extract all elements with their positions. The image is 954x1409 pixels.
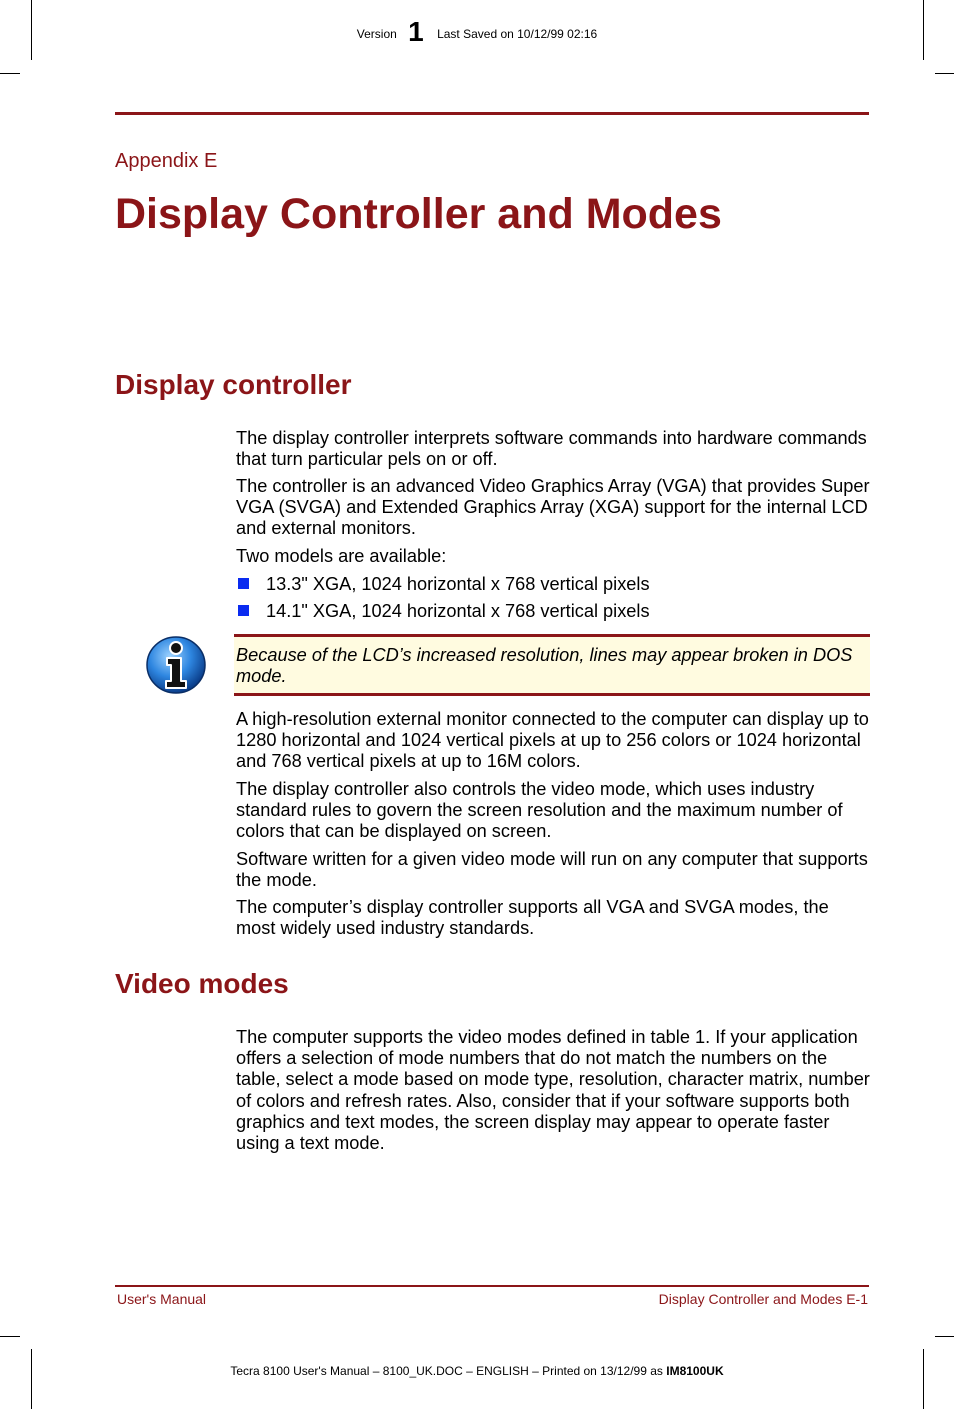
bullet-square-icon [238, 578, 249, 589]
version-number: 1 [408, 16, 424, 47]
note-text: Because of the LCD’s increased resolution, lines may appear broken in DOS mode. [236, 645, 853, 687]
paragraph: Software written for a given video mode will run on any computer that supports the mode. [236, 849, 868, 891]
crop-mark [31, 1349, 32, 1409]
last-saved: Last Saved on 10/12/99 02:16 [437, 27, 598, 41]
crop-mark [0, 73, 20, 74]
paragraph: The display controller interprets software commands into hardware commands that turn particular pels on or off. [236, 428, 867, 470]
bullet-text: 13.3" XGA, 1024 horizontal x 768 vertical pixels [266, 574, 650, 594]
footer-rule [115, 1285, 869, 1287]
print-line-doc-id: IM8100UK [666, 1364, 724, 1378]
crop-mark [923, 1349, 924, 1409]
crop-mark [935, 1336, 954, 1337]
document-header [0, 18, 954, 50]
crop-mark [935, 73, 954, 74]
paragraph: Two models are available: [236, 546, 447, 566]
paragraph: The computer’s display controller supports all VGA and SVGA modes, the most widely used industry standards. [236, 897, 829, 939]
paragraph: The display controller also controls the video mode, which uses industry standard rules to govern the screen resolution and the maximum number of colors that can be displayed on screen. [236, 779, 843, 842]
footer-right: Display Controller and Modes E-1 [658, 1291, 868, 1307]
info-icon [145, 635, 207, 695]
note-box [234, 634, 870, 696]
section-heading-display-controller: Display controller [115, 369, 352, 400]
print-line-text: Tecra 8100 User's Manual – 8100_UK.DOC – ENGLISH – Printed on 13/12/99 as [230, 1364, 667, 1378]
version-label: Version [356, 27, 397, 41]
paragraph: The computer supports the video modes defined in table 1. If your application offers a selection of mode numbers that do not match the numbers on the table, select a mode based on mode type, resolution, character matrix, number of colors and refresh rates. Also, consider that if your software supports both graphics and text modes, the screen display may appear to operate faster using a text mode. [236, 1027, 870, 1154]
paragraph: A high-resolution external monitor connected to the computer can display up to 1280 horizontal and 1024 vertical pixels at up to 256 colors or 1024 horizontal and 768 vertical pixels at up to 16M colors. [236, 709, 869, 772]
crop-mark [0, 1336, 20, 1337]
paragraph: The controller is an advanced Video Graphics Array (VGA) that provides Super VGA (SVGA) and Extended Graphics Array (XGA) support for the internal LCD and external monitors. [236, 476, 870, 539]
bullet-text: 14.1" XGA, 1024 horizontal x 768 vertical pixels [266, 601, 650, 621]
page-title: Display Controller and Modes [115, 190, 722, 238]
section-heading-video-modes: Video modes [115, 968, 289, 999]
bullet-square-icon [238, 605, 249, 616]
top-rule [115, 112, 869, 115]
print-line [0, 1364, 954, 1378]
appendix-label: Appendix E [115, 150, 218, 172]
footer-left: User's Manual [117, 1291, 207, 1307]
